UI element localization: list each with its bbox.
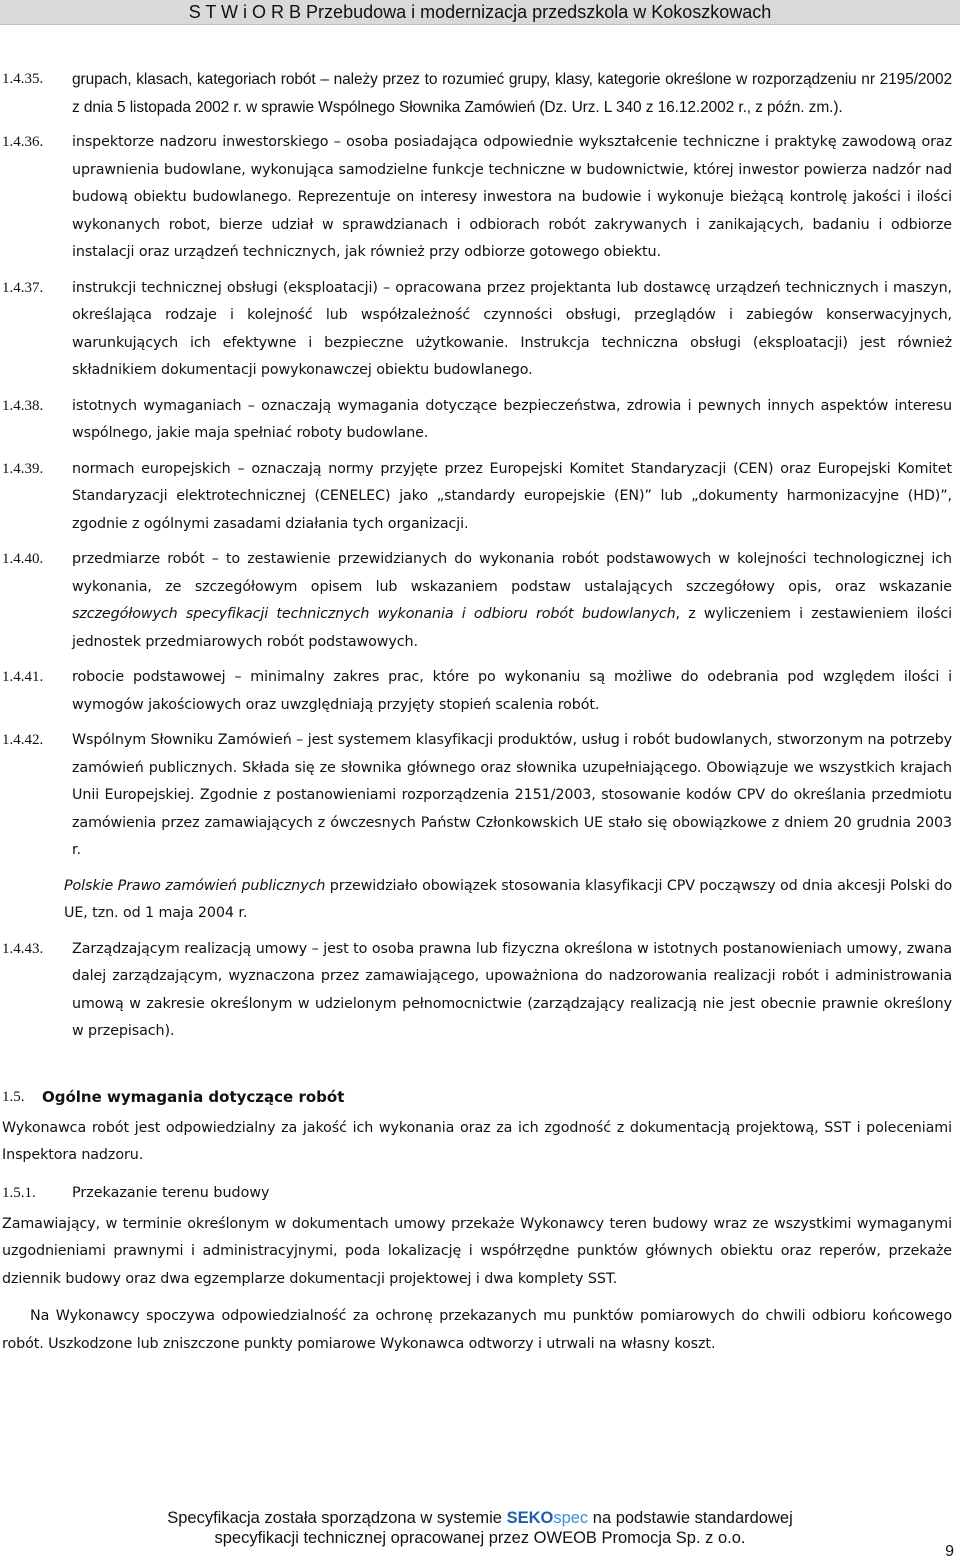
definition-item bbox=[0, 546, 952, 656]
definition-number: 1.4.35. bbox=[2, 71, 44, 87]
document-body bbox=[0, 66, 952, 1358]
definition-text: istotnych wymaganiach – oznaczają wymagania dotyczące bezpieczeństwa, zdrowia i pewnych innych aspektów interesu wspólnego, jakie maja spełniać roboty budowlane. bbox=[72, 397, 952, 441]
definition-number: 1.4.39. bbox=[2, 460, 44, 477]
subsection-paragraph: Na Wykonawcy spoczywa odpowiedzialność za ochronę przekazanych mu punktów pomiarowych do chwili odbioru końcowego robót. Uszkodzone lub zniszczone punkty pomiarowe Wykonawca odtworzy i utrwali na własny koszt. bbox=[2, 1308, 952, 1352]
definition-number: 1.4.36. bbox=[2, 134, 44, 150]
definition-text-part: , z wyliczeniem i zestawieniem ilości jednostek przedmiarowych robót podstawowych. bbox=[72, 606, 952, 650]
definition-italic-phrase: szczegółowych specyfikacji technicznych wykonania i odbioru robót budowlanych bbox=[72, 606, 676, 622]
definition-text-part: przedmiarze robót – to zestawienie przewidzianych do wykonania robót podstawowych w kolejności technologicznej ich wykonania, ze szczegółowym opisem lub wskazaniem podstaw ustalających szczegółowy opis, oraz wskazanie bbox=[72, 551, 952, 595]
footer-line-2: specyfikacji technicznej opracowanej przez OWEOB Promocja Sp. z o.o. bbox=[214, 1529, 746, 1547]
definition-text bbox=[72, 546, 952, 656]
page-number: 9 bbox=[945, 1543, 954, 1560]
definition-item bbox=[0, 664, 952, 719]
footer-text: Specyfikacja została sporządzona w systemie bbox=[167, 1509, 507, 1527]
definition-number: 1.4.42. bbox=[2, 732, 44, 748]
definition-item bbox=[0, 727, 952, 865]
header-title: S T W i O R B Przebudowa i modernizacja przedszkola w Kokoszkowach bbox=[188, 2, 772, 22]
definition-text: normach europejskich – oznaczają normy przyjęte przez Europejski Komitet Standaryzacji (CEN) oraz Europejski Komitet Standaryzacji elektrotechnicznej (CENELEC) jako „standardy europejskie (EN)” lub „dokumenty harmonizacyjne (HD)”, zgodnie z ogólnymi zasadami działania tych organizacji. bbox=[72, 460, 952, 532]
section-title: Ogólne wymagania dotyczące robót bbox=[42, 1087, 345, 1106]
definition-item bbox=[0, 275, 952, 385]
cpv-note bbox=[2, 873, 952, 928]
definition-text: grupach, klasach, kategoriach robót – należy przez to rozumieć grupy, klasy, kategorie określone w rozporządzeniu nr 2195/2002 z dnia 5 listopada 2002 r. w sprawie Wspólnego Słownika Zamówień (Dz. Urz. L 340 z 16.12.2002 r., z późn. zm.). bbox=[72, 71, 952, 116]
footer-line-1 bbox=[0, 1508, 960, 1528]
cpv-note-italic: Polskie Prawo zamówień publicznych bbox=[64, 877, 326, 894]
definition-text: Zarządzającym realizacją umowy – jest to osoba prawna lub fizyczna określona w istotnych postanowieniach umowy, zwana dalej zarządzającym, wyznaczona przez zamawiającego, upoważniona do nadzorowania realizacji robót i administrowania umową w zakresie określonym w udzielonym pełnomocnictwie (zarządzający realizacją nie jest obecnie prawnie określony w przepisach). bbox=[72, 940, 952, 1039]
subsection-heading bbox=[0, 1180, 952, 1207]
footer-brand-spec: spec bbox=[553, 1509, 589, 1527]
definition-number: 1.4.40. bbox=[2, 551, 44, 567]
page-footer bbox=[0, 1508, 960, 1548]
page-header bbox=[0, 0, 960, 25]
subsection-paragraph: Zamawiający, w terminie określonym w dokumentach umowy przekaże Wykonawcy teren budowy wraz ze wszystkimi wymaganymi uzgodnieniami prawnymi i administracyjnymi, poda lokalizację i współrzędne punktów głównych obiektu oraz reperów, przekaże dziennik budowy oraz dwa egzemplarze dokumentacji projektowej i dwa komplety SST. bbox=[2, 1215, 952, 1287]
subsection-title: Przekazanie terenu budowy bbox=[72, 1184, 270, 1201]
definition-item bbox=[0, 66, 952, 121]
definition-number: 1.4.43. bbox=[2, 940, 44, 957]
definition-text: inspektorze nadzoru inwestorskiego – osoba posiadająca odpowiednie wykształcenie techniczne i praktykę zawodową oraz uprawnienia budowlane, wykonująca samodzielne funkcje techniczne w budownictwie, której inwestor powierza nadzór nad budową obiektu budowlanego. Reprezentuje on interesy inwestora na budowie i wykonuje bieżącą kontrolę jakości i ilości wykonanych robot, bierze udział w sprawdzianach i odbiorach robót zakrywanych i zanikających, badaniu i odbiorze instalacji oraz urządzeń technicznych, jak również przy odbiorze gotowego obiektu. bbox=[72, 134, 952, 260]
definition-text: robocie podstawowej – minimalny zakres prac, które po wykonaniu są możliwe do odebrania pod względem ilości i wymogów jakościowych oraz uwzględniają przyjęty stopień scalenia robót. bbox=[72, 669, 952, 713]
definition-number: 1.4.37. bbox=[2, 279, 44, 296]
definition-number: 1.4.38. bbox=[2, 397, 44, 414]
footer-brand-seko: SEKO bbox=[506, 1509, 554, 1527]
definition-item bbox=[0, 456, 952, 539]
definition-item bbox=[0, 393, 952, 448]
section-heading bbox=[0, 1084, 952, 1111]
section-number: 1.5. bbox=[2, 1088, 25, 1105]
definition-item bbox=[0, 936, 952, 1046]
definition-text: Wspólnym Słowniku Zamówień – jest systemem klasyfikacji produktów, usług i robót budowlanych, stworzonym na potrzeby zamówień publicznych. Składa się ze słownika głównego oraz słownika uzupełniającego. Obowiązuje we wszystkich krajach Unii Europejskiej. Zgodnie z postanowieniami rozporządzenia 2151/2003, stosowanie kodów CPV do określania przedmiotu zamówienia przez zamawiających z ówczesnych Państw Członkowskich UE stało się obowiązkowe z dniem 20 grudnia 2003 r. bbox=[72, 732, 952, 858]
definition-number: 1.4.41. bbox=[2, 669, 44, 685]
footer-text: na podstawie standardowej bbox=[588, 1509, 793, 1527]
definition-item bbox=[0, 129, 952, 267]
cpv-note-text: przewidziało obowiązek stosowania klasyfikacji CPV począwszy od dnia akcesji Polski do UE, tzn. od 1 maja 2004 r. bbox=[64, 877, 953, 921]
section-paragraph: Wykonawca robót jest odpowiedzialny za jakość ich wykonania oraz za ich zgodność z dokumentacją projektową, SST i poleceniami Inspektora nadzoru. bbox=[2, 1119, 952, 1163]
subsection-number: 1.5.1. bbox=[2, 1184, 36, 1201]
definition-text: instrukcji technicznej obsługi (eksploatacji) – opracowana przez projektanta lub dostawcę urządzeń technicznych i maszyn, określająca rodzaje i kolejność lub współzależność czynności obsługi, przeglądów i zabiegów konserwacyjnych, warunkujących ich efektywne i bezpieczne użytkowanie. Instrukcja techniczna obsługi (eksploatacji) jest również składnikiem dokumentacji powykonawczej obiektu budowlanego. bbox=[72, 279, 952, 378]
